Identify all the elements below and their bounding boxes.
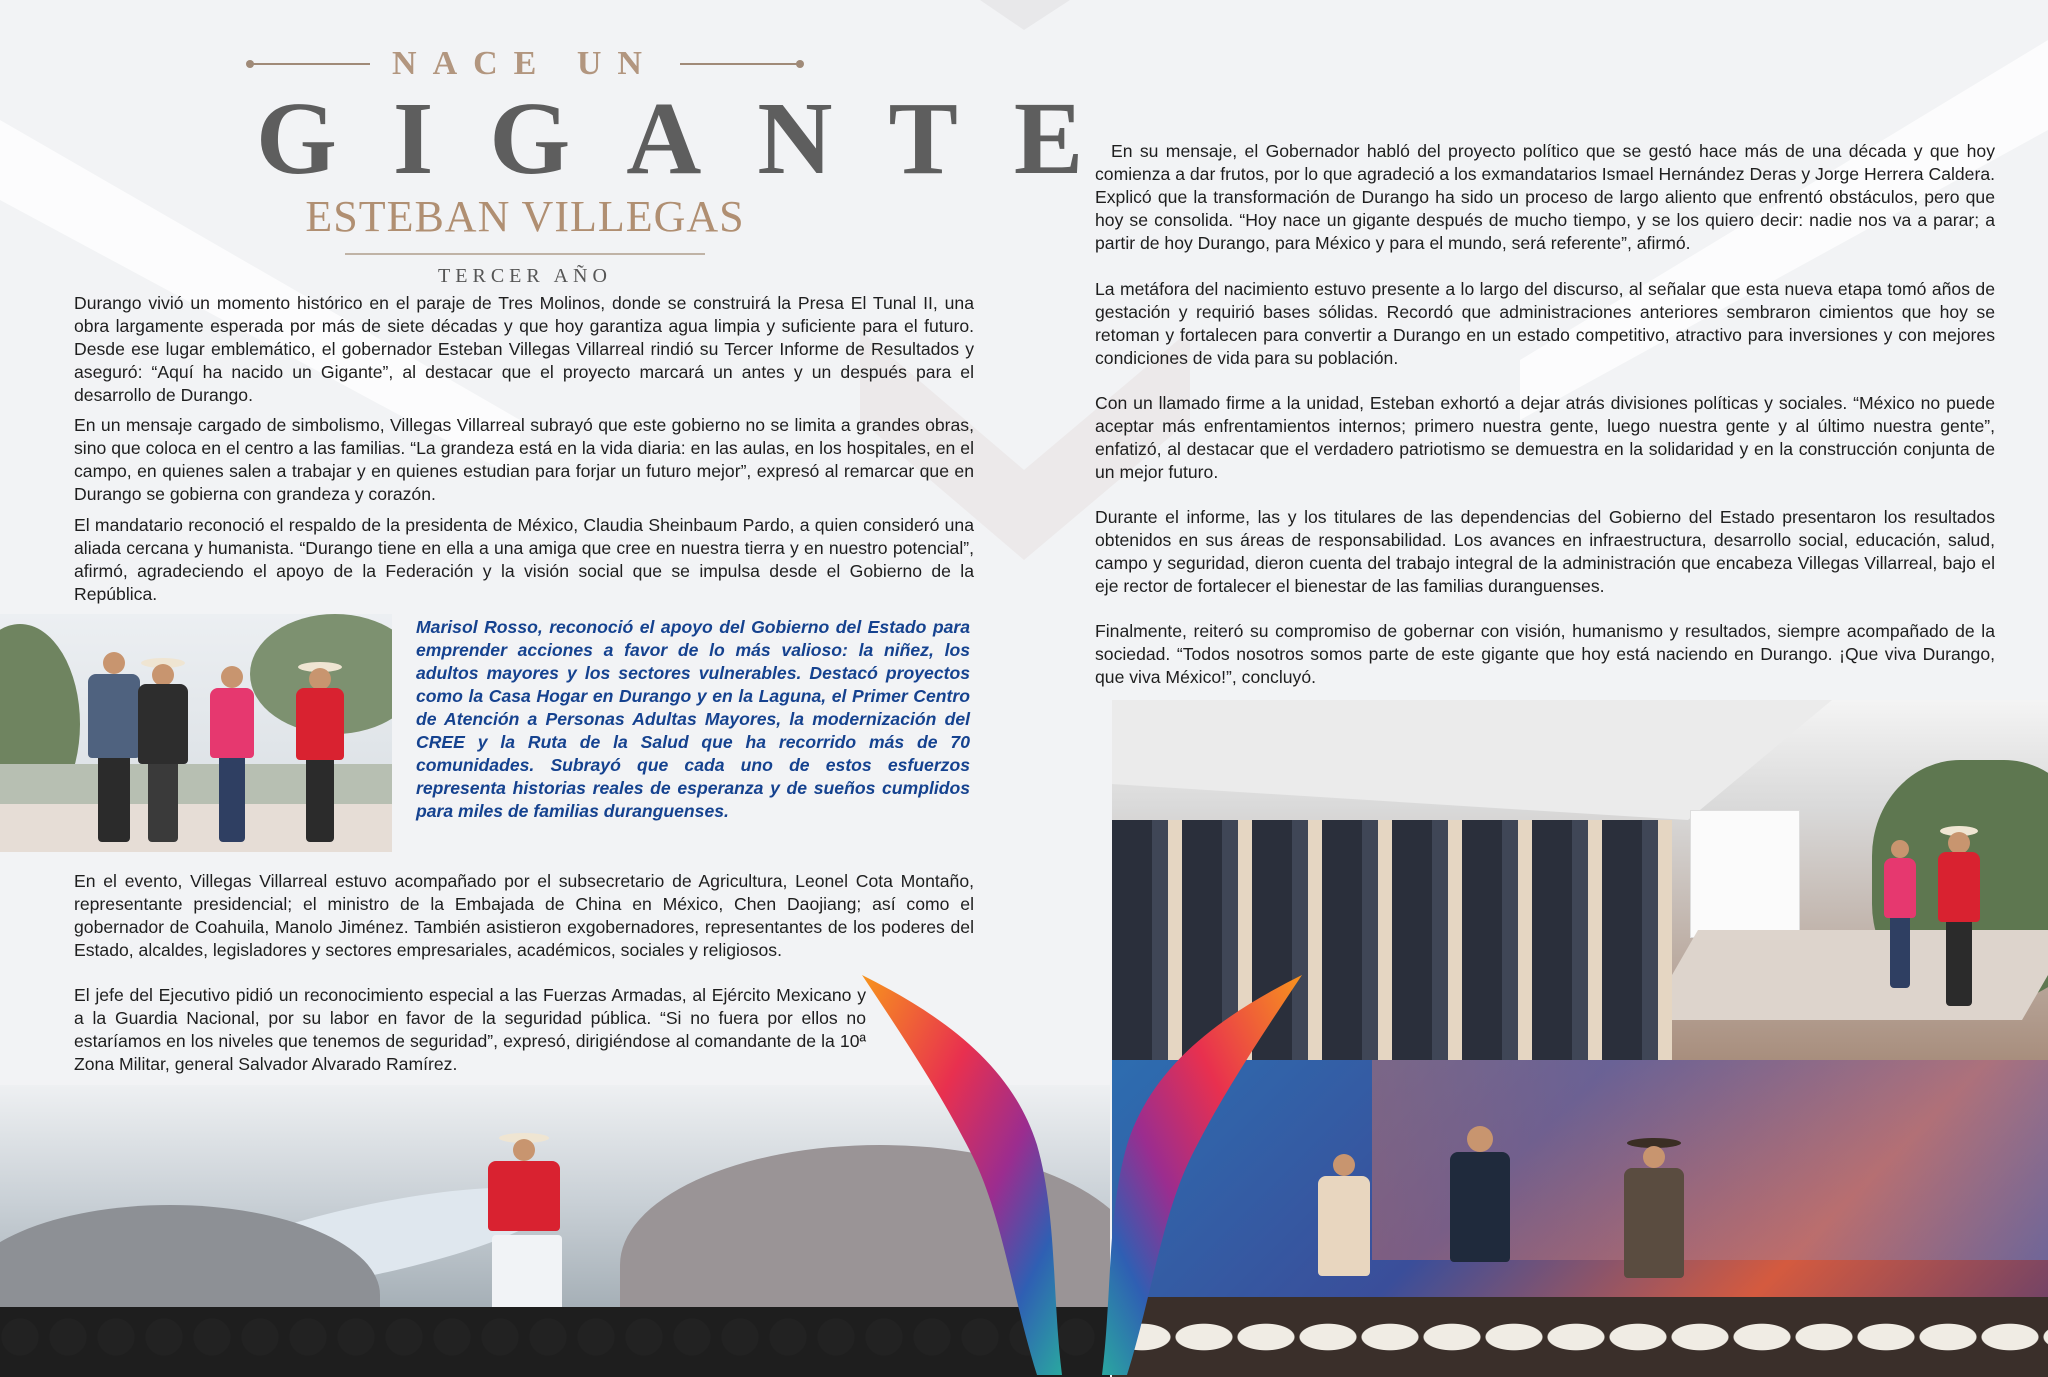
kicker-rule-right (680, 63, 800, 65)
right-paragraph-2: La metáfora del nacimiento estuvo presente a lo largo del discurso, al señalar que esta nueva etapa tomó años de gestación y requirió bases sólidas. Recordó que administraciones anteriores sembraron cimientos que hoy se retoman y fortalecen para convertir a Durango en un estado competitivo, atractivo para inversiones y con mejores condiciones de vida para su población. (1095, 279, 1995, 368)
stage (1646, 930, 2048, 1020)
article-header (200, 45, 1140, 288)
tent-canopy (1112, 700, 1832, 820)
group-of-people-photo (0, 614, 392, 852)
left-paragraph-1: Durango vivió un momento histórico en el paraje de Tres Molinos, donde se construirá la Presa El Tunal II, una obra largamente esperada por más de siete décadas y que hoy garantiza agua limpia y suficiente para el futuro. Desde ese lugar emblemático, el gobernador Esteban Villegas Villarreal rindió su Tercer Informe de Resultados y aseguró: “Aquí ha nacido un Gigante”, al destacar que el proyecto marcará un antes y un después para el desarrollo de Durango. (74, 293, 974, 405)
left-paragraph-3: El mandatario reconoció el respaldo de la presidenta de México, Claudia Sheinbaum Pardo, a quien consideró una aliada cercana y humanista. “Durango tiene en ella a una amiga que cree en nuestra tierra y en nuestro potencial”, afirmó, agradeciendo el apoyo de la Federación y la visión social que se impulsa desde el Gobierno de la República. (74, 515, 974, 604)
person-3 (210, 666, 254, 842)
person-4 (296, 662, 344, 842)
header-kicker: NACE UN (392, 45, 658, 82)
left-paragraph-2: En un mensaje cargado de simbolismo, Villegas Villarreal subrayó que este gobierno no se limita a grandes obras, sino que coloca en el centro a las familias. “La grandeza está en la vida diaria: en las aulas, en los hospitales, en el campo, en quienes salen a trabajar y en quienes estudian para forjar un futuro mejor”, expresó al remarcar que en Durango se gobierna con grandeza y corazón. (74, 415, 974, 504)
right-paragraph-4: Durante el informe, las y los titulares de las dependencias del Gobierno del Estado presentaron los resultados obtenidos en sus áreas de responsabilidad. Los avances en infraestructura, desarrollo social, educación, salud, campo y seguridad, dieron cuenta del trabajo integral de la administración que encabeza Villegas Villarreal, bajo el eje rector de fortalecer el bienestar de las familias duranguenses. (1095, 507, 1995, 596)
stage-woman (1884, 840, 1916, 1000)
wings-logo (862, 975, 1302, 1377)
right-paragraph-1: En su mensaje, el Gobernador habló del proyecto político que se gestó hace más de una década y que hoy comienza a dar frutos, por lo que agradeció a los exmandatarios Ismael Hernández Deras y Jorge Herrera Caldera. Explicó que la transformación de Durango ha sido un proceso de largo aliento que enfrentó obstáculos, pero que hoy se consolida. “Hoy nace un gigante después de mucho tiempo, y se los quiero decir: nadie nos va a parar; a partir de hoy Durango, para México y para el mundo, será referente”, afirmó. (1095, 141, 1995, 253)
person-1 (88, 652, 140, 842)
left-paragraph-5: El jefe del Ejecutivo pidió un reconocimiento especial a las Fuerzas Armadas, al Ejército Mexicano y a la Guardia Nacional, por su labor en favor de la seguridad pública. “Si no fuera por ellos no estaríamos en los niveles que tenemos de seguridad”, expresó, dirigiéndose al comandante de la 10ª Zona Militar, general Salvador Alvarado Ramírez. (74, 985, 866, 1074)
highlight-quote: Marisol Rosso, reconoció el apoyo del Gobierno del Estado para emprender acciones a favor de lo más valioso: la niñez, los adultos mayores y los sectores vulnerables. Destacó proyectos como la Casa Hogar en Durango y en la Laguna, el Primer Centro de Atención a Personas Adultas Mayores, la modernización del CREE y la Ruta de la Salud que ha recorrido más de 70 comunidades. Subrayó que cada uno de estos esfuerzos representa historias reales de esperanza y de sueños cumplidos para miles de familias duranguenses. (416, 617, 970, 821)
kicker-row (200, 45, 850, 83)
header-subtitle: TERCER AÑO (438, 265, 612, 287)
header-divider (345, 253, 705, 255)
header-name: ESTEBAN VILLEGAS (305, 192, 745, 241)
left-paragraph-4: En el evento, Villegas Villarreal estuvo acompañado por el subsecretario de Agricultura, Leonel Cota Montaño, representante presidencial; el ministro de la Embajada de China en México, Chen Daojiang; así como el gobernador de Coahuila, Manolo Jiménez. También asistieron exgobernadores, representantes de los poderes del Estado, alcaldes, legisladores y sectores empresariales, académicos, sociales y religiosos. (74, 871, 974, 960)
right-wing (1102, 975, 1302, 1375)
right-paragraph-3: Con un llamado firme a la unidad, Esteban exhortó a dejar atrás divisiones políticas y sociales. “México no puede aceptar más enfrentamientos internos; primero nuestra gente, luego nuestra gente y al último nuestra gente”, enfatizó, al destacar que el verdadero patriotismo se demuestra en la solidaridad y en la construcción conjunta de un mejor futuro. (1095, 393, 1995, 482)
stage-screen (1690, 810, 1800, 938)
stage-man (1938, 826, 1980, 1006)
header-title: GIGANTE (256, 81, 1140, 196)
kicker-rule-left (250, 63, 370, 65)
right-paragraph-5: Finalmente, reiteró su compromiso de gobernar con visión, humanismo y resultados, siempre acompañado de la sociedad. “Todos nosotros somos parte de este gigante que hoy está naciendo en Durango. ¡Que viva Durango, que viva México!”, concluyó. (1095, 621, 1995, 687)
left-wing (862, 975, 1062, 1375)
person-2 (138, 658, 188, 842)
